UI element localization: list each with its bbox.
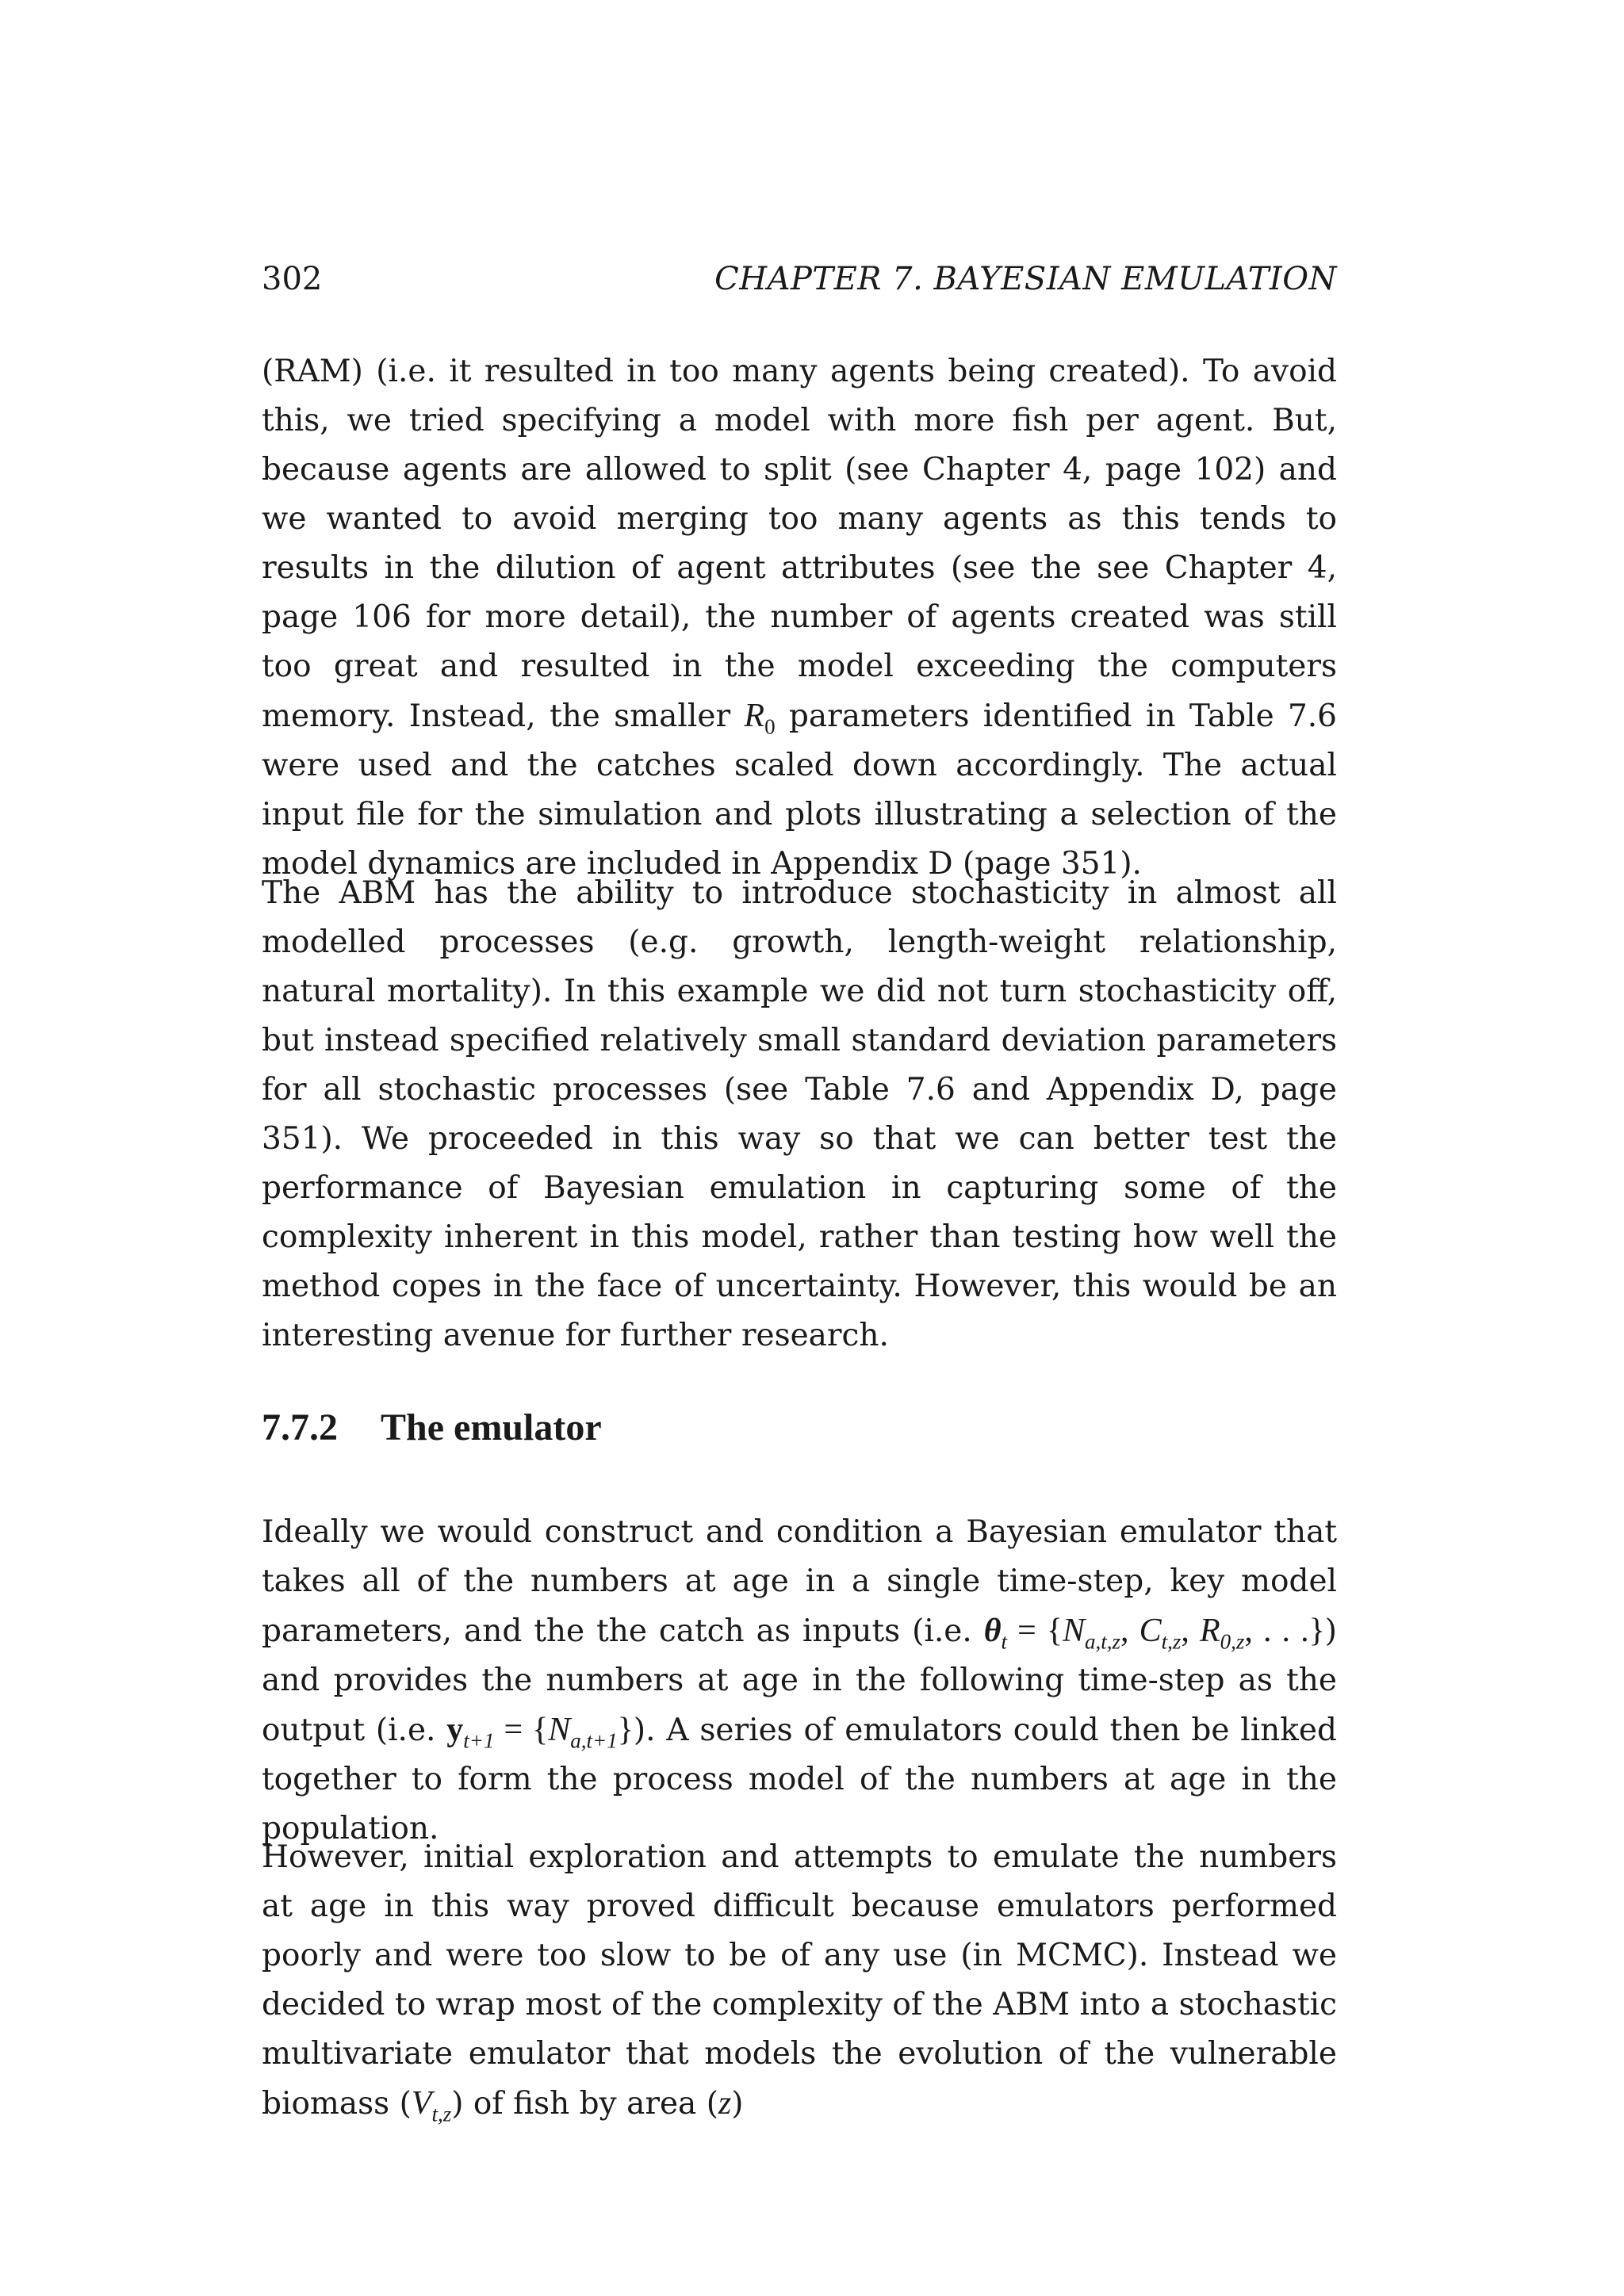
paragraph-ram-memory: [262, 347, 1337, 889]
paragraph-text: parameters identified in Table 7.6 were used and the catches scaled down accordingly. The actual input file for the simulation and plots illustrating a selection of the model dynamics are included in Appendix D (page 351).: [262, 698, 1337, 882]
math-v-tz: $V_{t,z}$: [411, 2085, 452, 2126]
section-heading: [262, 1400, 1337, 1456]
paragraph-text: (RAM) (i.e. it resulted in too many agents being created). To avoid this, we tried specifying a model with more fish per agent. But, because agents are allowed to split (see Chapter 4, page 102) and we wanted to avoid merging too many agents as this tends to results in the dilution of agent attributes (see the see Chapter 4, page 106 for more detail), the number of agents created was still too great and resulted in the model exceeding the computers memory. Instead, the smaller: [262, 354, 1337, 734]
math-theta-equation: $\theta_t = \{N_{a,t,z}$, $C_{t,z}$, $R_{0,z}$, . . .}: [983, 1613, 1325, 1654]
page-number: 302: [262, 261, 323, 297]
paragraph-text: However, initial exploration and attempts to emulate the numbers at age in this way proved difficult because emulators performed poorly and were too slow to be of any use (in MCMC). Instead we decided to wrap most of the complexity of the ABM into a stochastic multivariate emulator that models the evolution of the vulnerable biomass (: [262, 1839, 1337, 2122]
paragraph-text: ). A series of emulators could then be linked together to form the process model of the numbers at age in the population.: [262, 1712, 1337, 1846]
paragraph-text: Ideally we would construct and condition a Bayesian emulator that takes all of the numbers at age in a single time-step, key model parameters, and the the catch as inputs (i.e.: [262, 1514, 1337, 1649]
section-number: 7.7.2: [262, 1406, 338, 1448]
paragraph-stochasticity: The ABM has the ability to introduce stochasticity in almost all modelled processes (e.g. growth, length-weight relationship, natural mortality). In this example we did not turn stochasticity off, but instead specified relatively small standard deviation parameters for all stochastic processes (see Table 7.6 and Appendix D, page 351). We proceeded in this way so that we can better test the performance of Bayesian emulation in capturing some of the complexity inherent in this model, rather than testing how well the method copes in the face of uncertainty. However, this would be an interesting avenue for further research.: [262, 875, 1337, 1353]
math-z: z: [718, 2085, 732, 2122]
paragraph-text: ) of fish by area (: [451, 2086, 718, 2122]
section-title: The emulator: [381, 1406, 602, 1448]
paragraph-ideal-emulator: [262, 1508, 1337, 1854]
math-y-equation: $y_{t+1} = \{N_{a,t+1}\}$: [446, 1712, 634, 1753]
document-page: [262, 0, 1337, 2296]
math-r0: $R_0$: [744, 698, 776, 739]
chapter-title: CHAPTER 7. BAYESIAN EMULATION: [714, 261, 1337, 297]
paragraph-text: ) and provides the numbers at age in the following time-step as the output (i.e.: [262, 1613, 1337, 1748]
running-head: [262, 255, 1337, 303]
paragraph-vulnerable-biomass: [262, 1833, 1337, 2129]
paragraph-text: ): [731, 2086, 744, 2122]
